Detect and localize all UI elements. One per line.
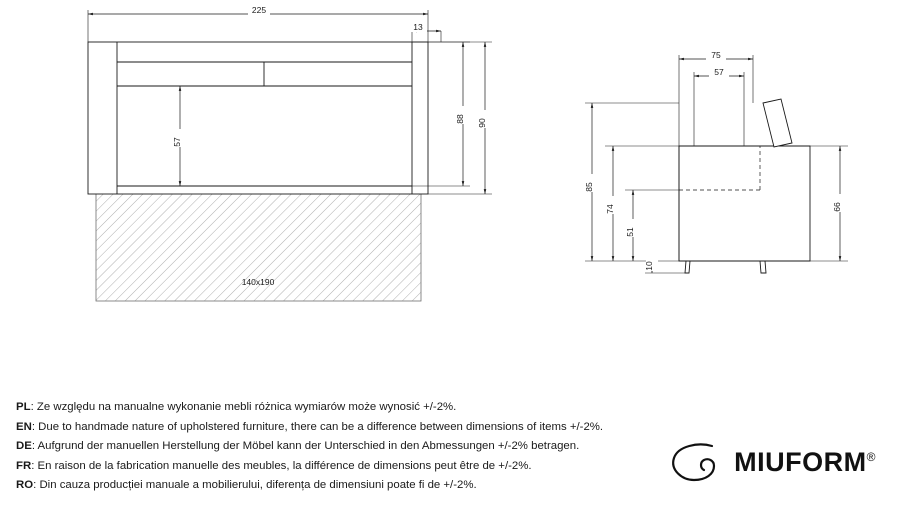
dim-armrest-width: 13 bbox=[413, 22, 423, 32]
dim-width-total: 225 bbox=[251, 5, 267, 15]
note-pl-text: Ze względu na manualne wykonanie mebli różnica wymiarów może wynosić +/-2%. bbox=[36, 401, 457, 413]
note-en-lang: EN bbox=[16, 420, 32, 433]
dim-back-height: 85 bbox=[584, 182, 594, 192]
blob-icon bbox=[668, 440, 726, 484]
brand-wordmark bbox=[734, 447, 876, 478]
brand-text: MIUFORM bbox=[734, 446, 867, 477]
note-pl-lang: PL bbox=[16, 401, 31, 413]
note-en: EN: Due to handmade nature of upholstered furniture, there can be a difference between dimensions of items +/-2%. bbox=[16, 420, 604, 433]
dim-depth-inner: 88 bbox=[455, 114, 465, 124]
note-ro-lang: RO bbox=[16, 479, 34, 491]
brand-logo bbox=[668, 440, 876, 484]
note-de-lang: DE bbox=[16, 440, 32, 452]
note-de-text: Aufgrund der manuellen Herstellung der Möbel kann der Unterschied in den Abmessungen +/-2% betragen. bbox=[37, 440, 580, 452]
dim-armrest-height: 74 bbox=[605, 204, 615, 214]
dim-inner-width: 57 bbox=[714, 67, 724, 77]
dim-overall-depth: 66 bbox=[832, 202, 842, 212]
dim-leg-height: 10 bbox=[644, 261, 654, 271]
dim-seat-height: 51 bbox=[625, 227, 635, 237]
disclaimer-notes bbox=[16, 398, 616, 496]
bed-size-label: 140x190 bbox=[241, 277, 275, 287]
note-ro: RO: Din cauza producției manuale a mobilierului, diferența de dimensiuni poate fi de +/-2%. bbox=[16, 479, 477, 491]
dim-top-width: 75 bbox=[711, 50, 721, 60]
dim-seat-depth: 57 bbox=[172, 137, 182, 147]
note-fr: FR: En raison de la fabrication manuelle des meubles, la différence de dimensions peut être de +/-2%. bbox=[16, 459, 532, 472]
note-en-text: Due to handmade nature of upholstered furniture, there can be a difference between dimensions of items +/-2%. bbox=[38, 420, 604, 433]
note-de: DE: Aufgrund der manuellen Herstellung der Möbel kann der Unterschied in den Abmessungen +/-2% betragen. bbox=[16, 440, 580, 452]
note-pl: PL: Ze względu na manualne wykonanie mebli różnica wymiarów może wynosić +/-2%. bbox=[16, 401, 457, 413]
dim-depth-total: 90 bbox=[477, 118, 487, 128]
note-fr-lang: FR bbox=[16, 459, 32, 472]
note-fr-text: En raison de la fabrication manuelle des meubles, la différence de dimensions peut être de +/-2%. bbox=[37, 459, 532, 472]
brand-registered: ® bbox=[866, 449, 876, 464]
note-ro-text: Din cauza producției manuale a mobilierului, diferența de dimensiuni poate fi de +/-2%. bbox=[39, 479, 477, 491]
